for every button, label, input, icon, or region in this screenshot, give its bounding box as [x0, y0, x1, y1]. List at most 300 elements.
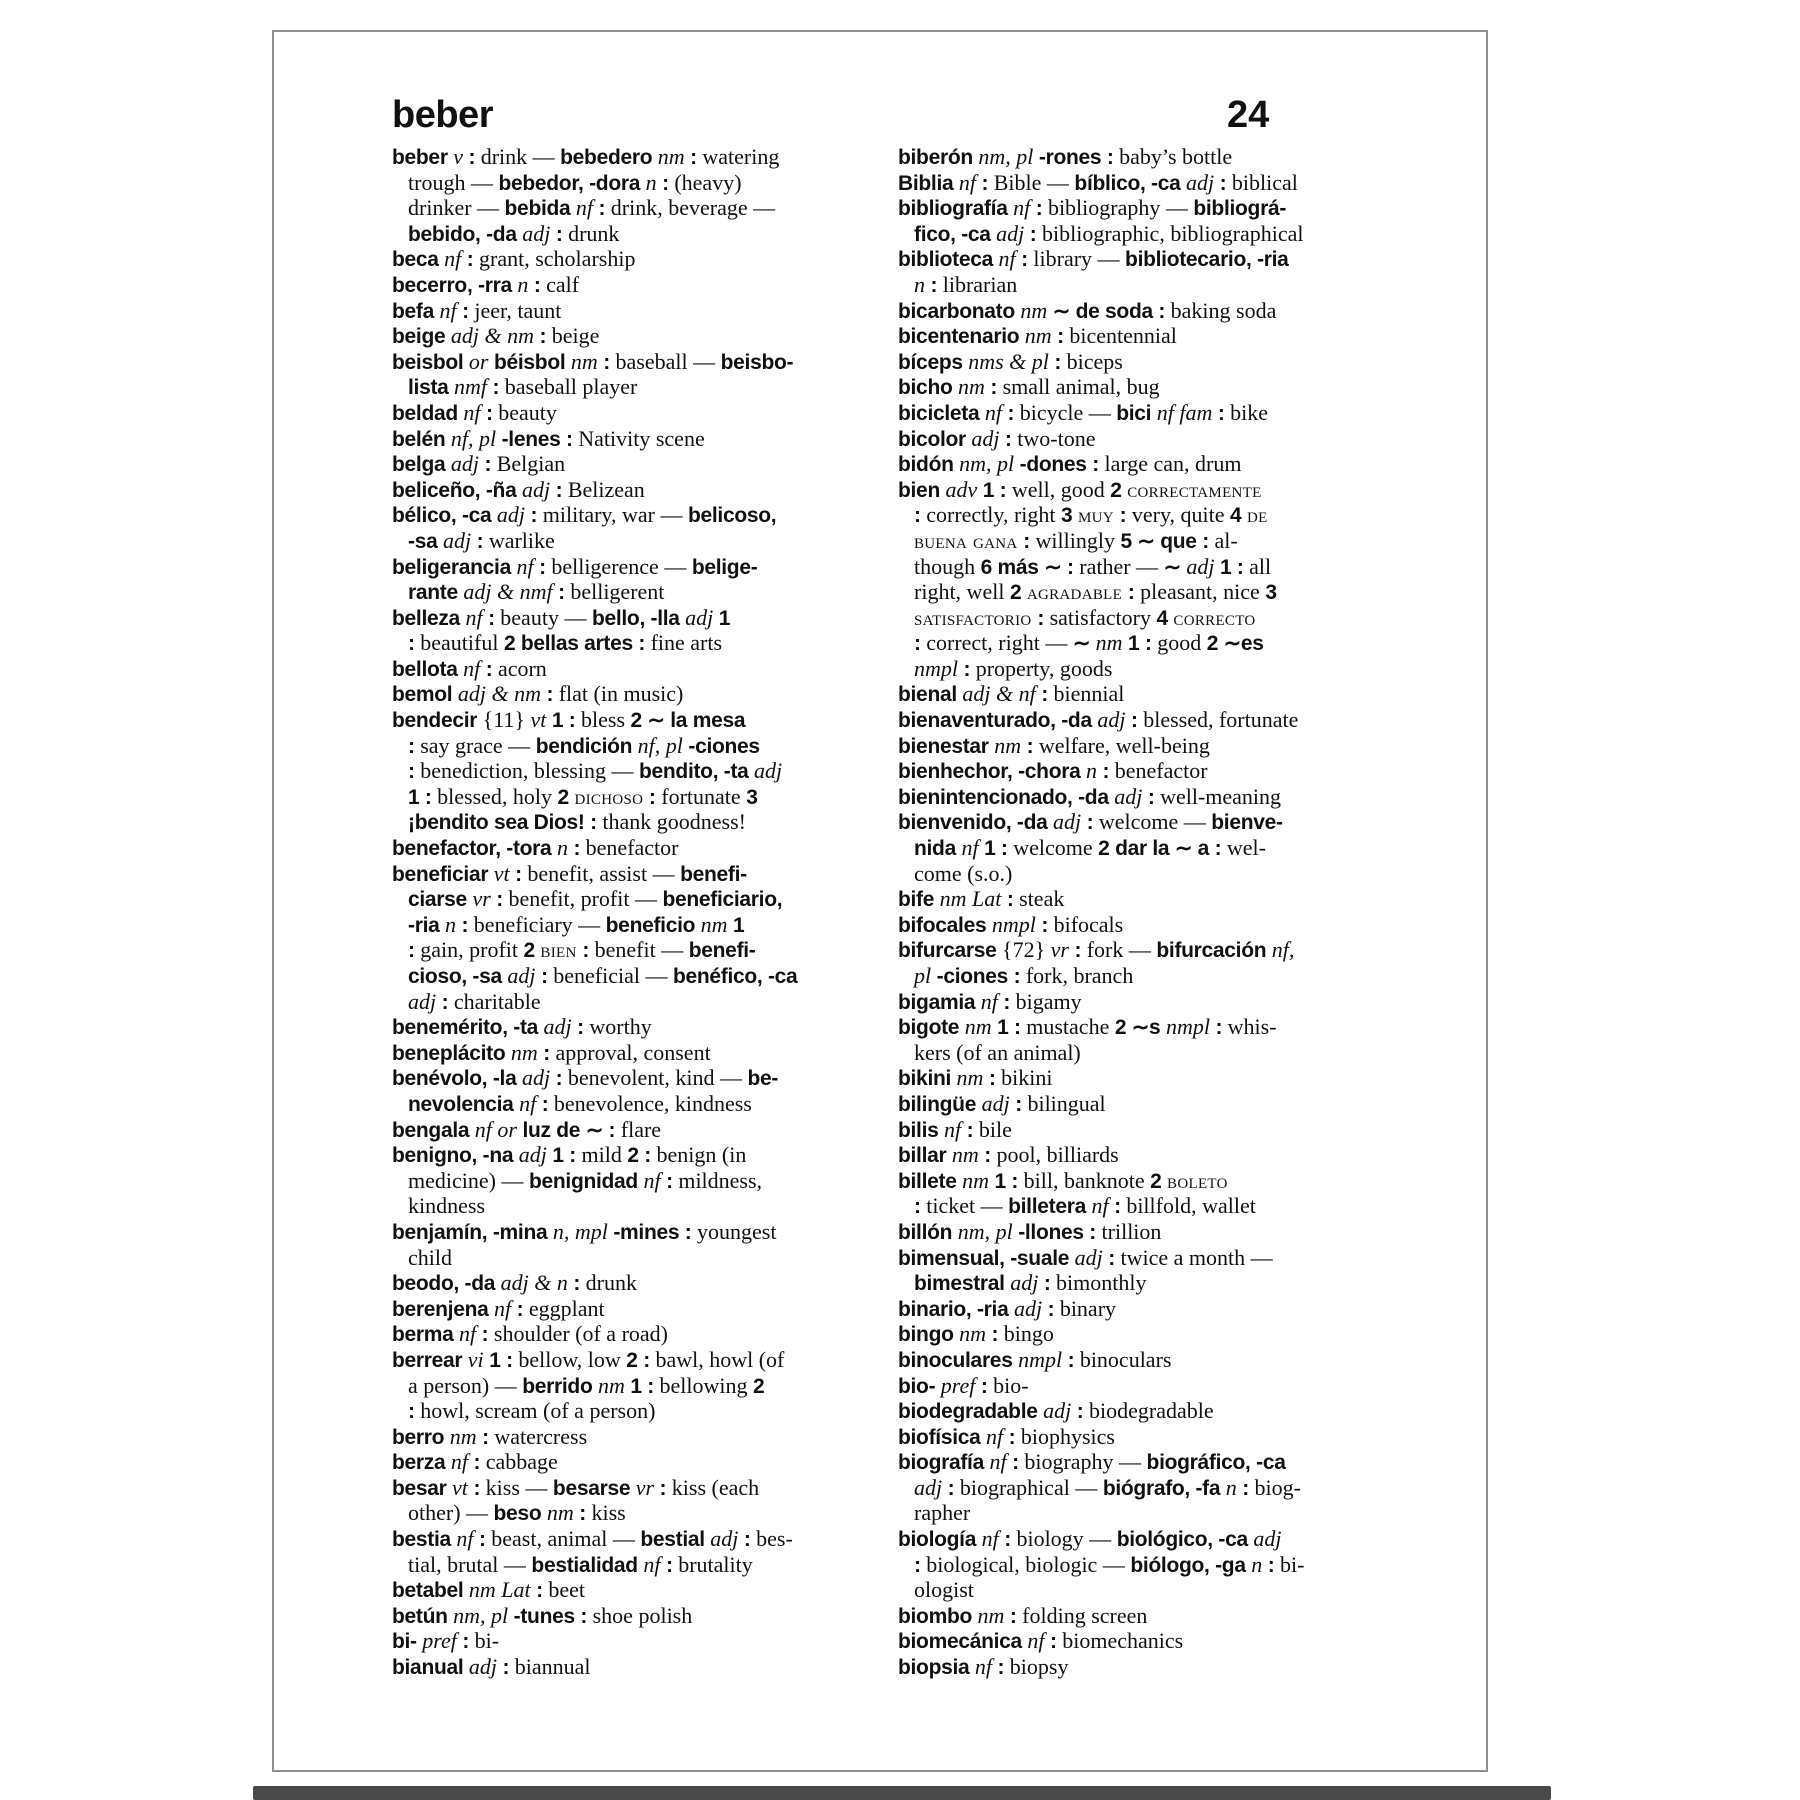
headword-or-bold-text: bebido, -da [408, 222, 517, 246]
grammar-tag: adj [990, 220, 1030, 246]
headword-or-bold-text: : [662, 171, 675, 195]
definition-text: drunk [585, 1270, 637, 1296]
headword-or-bold-text: benignidad [528, 1169, 638, 1193]
headword-or-bold-text: bifocales [898, 913, 987, 937]
headword-or-bold-text: -ciones : [936, 965, 1026, 988]
dictionary-line [898, 502, 1398, 528]
dictionary-line [392, 605, 892, 631]
headword-or-bold-text: bienhechor, -chora [898, 760, 1081, 784]
headword-or-bold-text: benemérito, -ta [392, 1016, 539, 1040]
grammar-tag: n [640, 169, 663, 195]
headword-or-bold-text: : [462, 1630, 475, 1654]
grammar-tag: nf, pl [632, 732, 689, 758]
headword-or-bold-text: 1 : [489, 1348, 519, 1372]
definition-text: medicine) — [408, 1167, 529, 1193]
headword-or-bold-text: : [997, 1656, 1010, 1680]
headword-or-bold-text: biográfico, -ca [1146, 1451, 1286, 1475]
headword-or-bold-text: : [1114, 1195, 1127, 1219]
grammar-tag: nmf [448, 374, 493, 400]
dictionary-line [392, 681, 892, 707]
definition-text: bi- [1279, 1551, 1305, 1577]
headword-or-bold-text: 2 [753, 1374, 765, 1398]
headword-or-bold-text: benéfico, -ca [672, 965, 798, 988]
grammar-tag: nm Lat [934, 886, 1007, 912]
definition-text: pool, billiards [996, 1142, 1119, 1168]
grammar-tag: vt [530, 707, 552, 733]
dictionary-line [898, 835, 1398, 861]
definition-text: approval, consent [555, 1039, 711, 1065]
dictionary-line [898, 1424, 1398, 1450]
dictionary-line [392, 912, 892, 938]
headword-or-bold-text: : [1147, 785, 1161, 809]
grammar-tag: vr [1050, 937, 1075, 963]
headword-or-bold-text: béisbol [493, 350, 566, 374]
grammar-tag: nf [433, 297, 463, 323]
headword-or-bold-text: : [1035, 197, 1048, 221]
grammar-tag: n [1220, 1474, 1243, 1500]
definition-text: flare [620, 1116, 662, 1142]
headword-or-bold-text: biológico, -ca [1116, 1528, 1248, 1552]
headword-or-bold-text: betún [392, 1604, 448, 1628]
headword-or-bold-text: : [1043, 1272, 1057, 1296]
headword-or-bold-text: bélico, -ca [392, 504, 492, 528]
grammar-tag: adj [1008, 1295, 1048, 1321]
headword-or-bold-text: 2 [523, 939, 541, 963]
grammar-tag: adj [516, 220, 556, 246]
headword-or-bold-text: : [1119, 504, 1132, 528]
headword-or-bold-text: : [914, 504, 927, 528]
headword-or-bold-text: biberón [898, 146, 973, 169]
dictionary-line [898, 963, 1398, 989]
headword-or-bold-text: bengala [392, 1118, 470, 1142]
headword-or-bold-text: 1 : [551, 709, 581, 733]
definition-text: bicycle — [1019, 399, 1117, 425]
headword-or-bold-text: bebida [504, 197, 571, 221]
headword-or-bold-text: beisbol [392, 350, 464, 374]
grammar-tag: adj [516, 1065, 556, 1091]
cross-reference: agradable [1026, 579, 1128, 605]
headword-or-bold-text: becerro, -rra [392, 273, 512, 297]
dictionary-line [898, 1091, 1398, 1117]
dictionary-line [392, 1321, 892, 1347]
definition-text: warlike [488, 527, 555, 553]
headword-or-bold-text: : [1037, 606, 1050, 630]
headword-or-bold-text: beneficiario, [662, 888, 783, 912]
headword-or-bold-text: : [541, 965, 554, 988]
definition-text: drinker — [408, 195, 505, 221]
headword-or-bold-text: benévolo, -la [392, 1067, 517, 1091]
headword-or-bold-text: 3 [1061, 504, 1078, 528]
definition-text: kiss (each [671, 1474, 760, 1500]
definition-text: calf [546, 271, 580, 297]
headword-or-bold-text: : [555, 222, 569, 246]
headword-or-bold-text: bife [898, 888, 935, 912]
headword-or-bold-text: : [1067, 1348, 1080, 1372]
dictionary-line [392, 246, 892, 272]
grammar-tag: nf [459, 604, 489, 630]
definition-text: kindness [408, 1193, 485, 1219]
headword-or-bold-text: -llones : [1018, 1220, 1102, 1244]
definition-text: mild [581, 1142, 628, 1168]
definition-text: bellow, low [518, 1346, 627, 1372]
definition-text: bibliographic, bibliographical [1042, 220, 1304, 246]
grammar-tag: nm [1014, 297, 1053, 323]
grammar-tag: adj [679, 604, 719, 630]
dictionary-line [898, 477, 1398, 503]
headword-or-bold-text: belleza [392, 606, 460, 630]
headword-or-bold-text: : [666, 1169, 679, 1193]
headword-or-bold-text: : [659, 1476, 672, 1500]
definition-text: good [1157, 630, 1207, 656]
grammar-tag: vt [488, 860, 516, 886]
grammar-tag: nf [938, 1116, 967, 1142]
dictionary-line [392, 1142, 892, 1168]
headword-or-bold-text: : [1215, 1016, 1228, 1040]
dictionary-line [898, 1577, 1398, 1603]
definition-text: bingo [1003, 1321, 1054, 1347]
headword-or-bold-text: : [546, 683, 559, 707]
headword-or-bold-text: : [914, 632, 927, 656]
definition-text: bilingual [1027, 1090, 1106, 1116]
dictionary-line [898, 630, 1398, 656]
grammar-tag: nm [956, 1167, 995, 1193]
book-edge-shadow [253, 1786, 1551, 1800]
headword-or-bold-text: 1 : [630, 1374, 660, 1398]
definition-text: benefactor [1114, 758, 1208, 784]
grammar-tag: nm [592, 1372, 631, 1398]
dictionary-line [392, 1014, 892, 1040]
dictionary-line [392, 937, 892, 963]
dictionary-line [898, 1168, 1398, 1194]
headword-or-bold-text: : [1021, 248, 1034, 272]
headword-or-bold-text: : [479, 1528, 492, 1552]
dictionary-line [392, 1347, 892, 1373]
headword-or-bold-text: beligerancia [392, 555, 511, 579]
definition-text: baking soda [1170, 297, 1277, 323]
grammar-tag: nf, [1266, 937, 1295, 963]
definition-text: well-meaning [1160, 783, 1282, 809]
dictionary-line [392, 1603, 892, 1629]
headword-or-bold-text: : [468, 146, 481, 169]
headword-or-bold-text: beldad [392, 401, 458, 425]
headword-or-bold-text: fico, -ca [914, 222, 991, 246]
headword-or-bold-text: bien [898, 478, 940, 502]
dictionary-line [898, 323, 1398, 349]
dictionary-line [898, 912, 1398, 938]
headword-or-bold-text: : [579, 1502, 592, 1526]
definition-text: bi- [474, 1628, 500, 1654]
column-left [392, 144, 892, 1680]
dictionary-line [392, 170, 892, 196]
grammar-tag: nf [969, 1654, 998, 1680]
headword-or-bold-text: : [536, 1579, 549, 1603]
headword-or-bold-text: bilis [898, 1118, 939, 1142]
definition-text: other) — [408, 1500, 494, 1526]
grammar-tag: adj [1180, 169, 1220, 195]
cross-reference: muy [1077, 502, 1120, 528]
headword-or-bold-text: biombo [898, 1604, 973, 1628]
definition-text: benevolent, kind — [567, 1065, 748, 1091]
grammar-tag: nm Lat [463, 1577, 537, 1603]
headword-or-bold-text: ∼ [1072, 632, 1091, 656]
definition-text: rather — [1079, 553, 1164, 579]
definition-text: drunk [568, 220, 620, 246]
definition-text: jeer, taunt [474, 297, 562, 323]
headword-or-bold-text: ¡bendito sea Dios! : [408, 811, 603, 835]
dictionary-line [898, 1526, 1398, 1552]
grammar-tag: nf [513, 1090, 542, 1116]
headword-or-bold-text: beliceño, -ña [392, 478, 517, 502]
headword-or-bold-text: biógrafo, -fa [1102, 1476, 1221, 1500]
headword-or-bold-text: bicicleta [898, 401, 980, 425]
dictionary-line [392, 707, 892, 733]
definition-text: come (s.o.) [914, 860, 1013, 886]
definition-text: biomechanics [1062, 1628, 1184, 1654]
headword-or-bold-text: : [1219, 171, 1232, 195]
definition-text: small animal, bug [1002, 374, 1160, 400]
definition-text: kiss — [485, 1474, 553, 1500]
definition-text: biblical [1231, 169, 1298, 195]
definition-text: beige [551, 323, 600, 349]
dictionary-line [392, 1398, 892, 1424]
definition-text: mustache [1026, 1014, 1115, 1040]
dictionary-line [392, 1577, 892, 1603]
grammar-tag: adj & nm [452, 681, 547, 707]
dictionary-line [392, 502, 892, 528]
definition-text: bless [581, 707, 631, 733]
grammar-tag: vr [466, 886, 497, 912]
headword-or-bold-text: : [1029, 222, 1043, 246]
definition-text: shoe polish [592, 1602, 693, 1628]
definition-text: drink — [480, 144, 561, 169]
headword-or-bold-text: : [1086, 811, 1099, 835]
grammar-tag: nm [988, 732, 1027, 758]
definition-text: fork, branch [1025, 963, 1134, 988]
headword-or-bold-text: benefactor, -tora [392, 837, 552, 861]
definition-text: {72} [996, 937, 1051, 963]
headword-or-bold-text: : [486, 401, 499, 425]
grammar-tag: nf [438, 246, 467, 272]
definition-text: ticket — [926, 1193, 1009, 1219]
definition-text: gain, profit [420, 937, 524, 963]
definition-text: benefit, profit — [508, 886, 663, 912]
grammar-tag: vr [630, 1474, 660, 1500]
definition-text: biology — [1016, 1526, 1117, 1552]
headword-or-bold-text: bienal [898, 683, 957, 707]
grammar-tag: nf, pl [445, 425, 502, 451]
dictionary-line [898, 707, 1398, 733]
dictionary-line [392, 1373, 892, 1399]
dictionary-line [898, 554, 1398, 580]
dictionary-line [898, 656, 1398, 682]
headword-or-bold-text: bienve- [1211, 811, 1283, 835]
grammar-tag: adj & nm [445, 323, 540, 349]
headword-or-bold-text: bimensual, -suale [898, 1246, 1070, 1270]
dictionary-line [392, 1091, 892, 1117]
headword-or-bold-text: : [981, 171, 994, 195]
dictionary-line [898, 170, 1398, 196]
headword-or-bold-text: befa [392, 299, 434, 323]
headword-or-bold-text: bienintencionado, -da [898, 785, 1109, 809]
dictionary-line [898, 221, 1398, 247]
definition-text: property, goods [975, 655, 1113, 681]
dictionary-line [392, 400, 892, 426]
headword-or-bold-text: bestia [392, 1528, 451, 1552]
headword-or-bold-text: 1 : [1219, 555, 1250, 579]
dictionary-line [898, 605, 1398, 631]
headword-or-bold-text: berrido [522, 1374, 593, 1398]
dictionary-line [898, 937, 1398, 963]
definition-text: binoculars [1079, 1346, 1172, 1372]
definition-text: beauty [498, 399, 557, 425]
headword-or-bold-text: : [573, 837, 586, 861]
headword-or-bold-text: bendecir [392, 709, 478, 733]
headword-or-bold-text: : [984, 1144, 997, 1168]
grammar-tag: nf [445, 1449, 474, 1475]
dictionary-line [392, 1040, 892, 1066]
dictionary-line [898, 195, 1398, 221]
grammar-tag: adj [1247, 1526, 1282, 1552]
headword-or-bold-text: beneficio [605, 913, 696, 937]
headword-or-bold-text: Biblia [898, 171, 954, 195]
headword-or-bold-text: : [1102, 760, 1115, 784]
headword-or-bold-text: belige- [691, 555, 758, 579]
grammar-tag: nm [959, 1014, 998, 1040]
headword-or-bold-text: billetera [1008, 1195, 1086, 1219]
dictionary-line [392, 349, 892, 375]
headword-or-bold-text: : [988, 1067, 1002, 1091]
cross-reference: satisfactorio [914, 604, 1038, 630]
headword-or-bold-text: luz de ∼ : [522, 1118, 621, 1142]
headword-or-bold-text: bingo [898, 1323, 954, 1347]
headword-or-bold-text: bilingüe [898, 1092, 977, 1116]
dictionary-line [898, 784, 1398, 810]
definition-text: bicentennial [1069, 323, 1177, 349]
definition-text: fork — [1086, 937, 1157, 963]
grammar-tag: or [463, 348, 494, 374]
headword-or-bold-text: bellota [392, 657, 458, 681]
headword-or-bold-text: benefi- [680, 862, 747, 886]
grammar-tag: nf or [469, 1116, 523, 1142]
definition-text: brutality [678, 1551, 753, 1577]
dictionary-line [898, 989, 1398, 1015]
definition-text: biopsy [1009, 1654, 1069, 1680]
dictionary-line [898, 374, 1398, 400]
grammar-tag: adj [1069, 1244, 1109, 1270]
dictionary-line [898, 579, 1398, 605]
headword-or-bold-text: bifurcación [1156, 939, 1267, 963]
grammar-tag: nms & pl [962, 348, 1055, 374]
headword-or-bold-text: : [530, 504, 543, 528]
definition-text: bikini [1001, 1065, 1053, 1091]
headword-or-bold-text: : [1041, 913, 1054, 937]
grammar-tag: adj [1037, 1398, 1077, 1424]
grammar-tag: pref [416, 1628, 463, 1654]
headword-or-bold-text: : [1007, 401, 1020, 425]
grammar-tag: n [551, 835, 574, 861]
dictionary-line [898, 1296, 1398, 1322]
headword-or-bold-text: bicho [898, 376, 953, 400]
grammar-tag: n [439, 911, 462, 937]
definition-text: biophysics [1020, 1423, 1115, 1449]
definition-text: al- [1214, 527, 1238, 553]
grammar-tag: adj [748, 758, 783, 784]
dictionary-line [392, 1117, 892, 1143]
headword-or-bold-text: : [991, 1323, 1004, 1347]
grammar-tag: adj [1047, 809, 1087, 835]
dictionary-line [392, 477, 892, 503]
headword-or-bold-text: ∼ [1163, 555, 1181, 579]
grammar-tag: adj [437, 527, 477, 553]
headword-or-bold-text: 4 [1156, 606, 1174, 630]
headword-or-bold-text: beige [392, 325, 446, 349]
definition-text: beet [548, 1577, 586, 1603]
headword-or-bold-text: 1 [733, 913, 745, 937]
grammar-tag: adj [408, 988, 442, 1014]
definition-text: large can, drum [1104, 451, 1242, 477]
definition-text: very, quite [1131, 502, 1231, 528]
grammar-tag: nm [1019, 323, 1058, 349]
grammar-tag: nf [457, 399, 487, 425]
headword-or-bold-text: : [690, 146, 703, 169]
definition-text: biceps [1066, 348, 1123, 374]
dictionary-line [898, 1219, 1398, 1245]
headword-or-bold-text: berza [392, 1451, 446, 1475]
headword-or-bold-text: : [577, 1016, 590, 1040]
headword-or-bold-text: bebedero [560, 146, 653, 169]
headword-or-bold-text: bibliográ- [1193, 197, 1287, 221]
definition-text: watering [702, 144, 780, 169]
headword-or-bold-text: : [408, 632, 421, 656]
headword-or-bold-text: 2 dar la ∼ a : [1098, 837, 1227, 861]
headword-or-bold-text: : [1012, 1451, 1025, 1475]
headword-or-bold-text: -sa [408, 529, 438, 553]
definition-text: correctly, right [926, 502, 1062, 528]
grammar-tag: nm [1090, 630, 1129, 656]
grammar-tag: nm, pl [953, 451, 1020, 477]
grammar-tag: adj [501, 963, 541, 988]
dictionary-line [392, 1245, 892, 1271]
headword-or-bold-text: 1 : [408, 785, 438, 809]
headword-or-bold-text: -mines : [613, 1220, 698, 1244]
dictionary-line [898, 246, 1398, 272]
headword-or-bold-text: : [408, 734, 421, 758]
headword-or-bold-text: biomecánica [898, 1630, 1022, 1654]
definition-text: biog- [1254, 1474, 1301, 1500]
grammar-tag: adj [1180, 553, 1220, 579]
dictionary-line [392, 144, 892, 170]
grammar-tag: nf [983, 1449, 1013, 1475]
grammar-tag: adj & nf [956, 681, 1042, 707]
headword-or-bold-text: : [665, 1553, 679, 1577]
definition-text: (heavy) [674, 169, 742, 195]
headword-or-bold-text: : [496, 888, 509, 912]
headword-or-bold-text: cioso, -sa [408, 965, 502, 988]
headword-or-bold-text: 2 [557, 785, 575, 809]
dictionary-line [898, 298, 1398, 324]
dictionary-line [898, 1398, 1398, 1424]
headword-or-bold-text: 2 ∼ la mesa [630, 709, 746, 733]
definition-text: kiss [591, 1500, 626, 1526]
headword-or-bold-text: bidón [898, 453, 954, 477]
headword-or-bold-text: : [598, 197, 611, 221]
headword-or-bold-text: : [441, 990, 454, 1014]
definition-text: baby’s bottle [1119, 144, 1233, 169]
definition-text: biennial [1053, 681, 1125, 707]
dictionary-line [392, 656, 892, 682]
headword-or-bold-text: : [1127, 581, 1141, 605]
headword-or-bold-text: : [980, 1374, 994, 1398]
